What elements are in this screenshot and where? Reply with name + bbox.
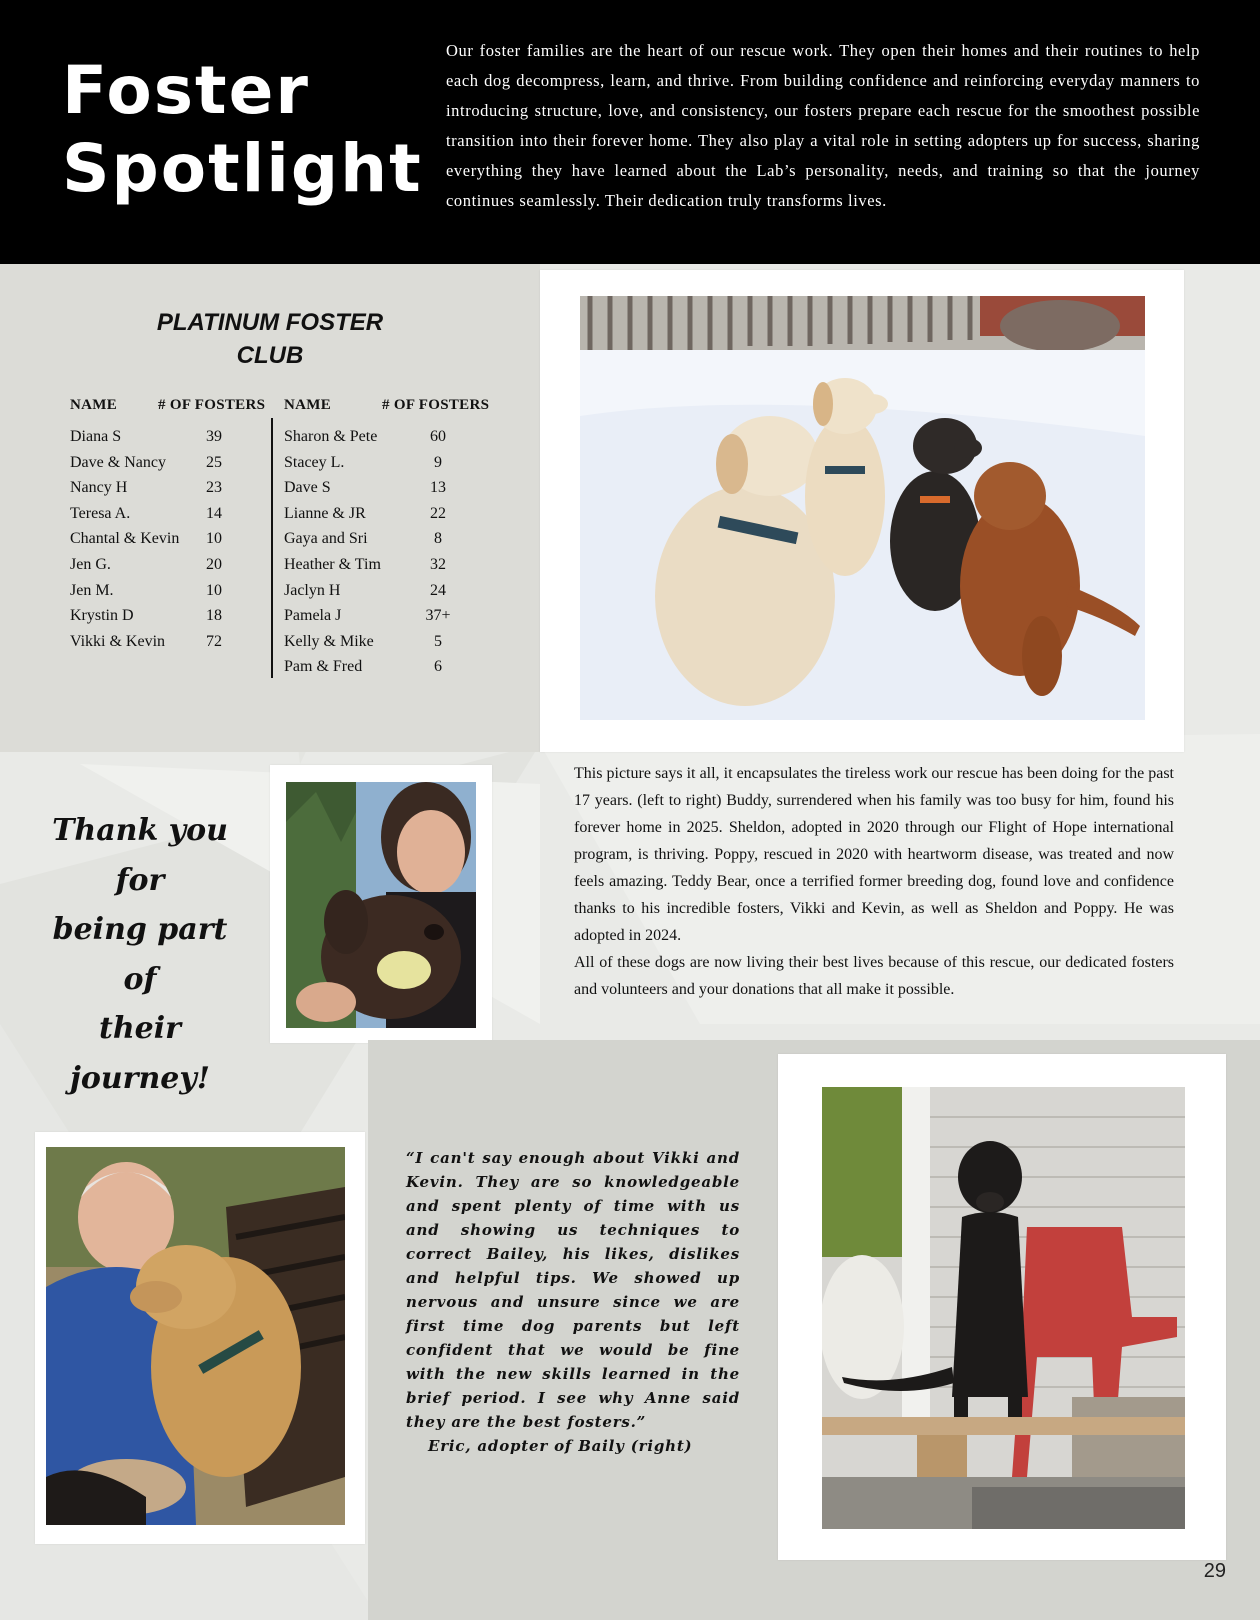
list-item (284, 629, 474, 655)
page-number: 29 (1203, 1560, 1226, 1582)
foster-count: 39 (206, 428, 222, 445)
left-count-header: # OF FOSTERS (158, 397, 266, 413)
club-title-line-1: PLATINUM FOSTER (156, 309, 384, 336)
header-banner (0, 0, 1260, 264)
story-paragraph-2: All of these dogs are now living their best lives because of this rescue, our dedicated fosters and volunteers and your donations that all make it possible. (574, 954, 1174, 998)
story-paragraph-1: This picture says it all, it encapsulates the tireless work our rescue has been doing for the past 17 years. (left to right) Buddy, surrendered when his family was too busy for him, found his forever home in 2025. Sheldon, adopted in 2020 through our Flight of Hope international program, is thriving. Poppy, rescued in 2020 with heartworm disease, was treated and now feels amazing. Teddy Bear, once a terrified former breeding dog, found love and confidence thanks to his incredible fosters, Vikki and Kevin, as well as Sheldon and Poppy. He was adopted in 2024. (574, 765, 1174, 944)
foster-count: 37+ (425, 607, 451, 625)
foster-name: Dave S (284, 479, 331, 497)
column-divider (271, 418, 273, 678)
foster-count: 72 (206, 632, 222, 650)
title-line-1: Foster (62, 52, 310, 129)
foster-name: Jaclyn H (284, 581, 341, 599)
foster-list-right (284, 424, 474, 680)
list-item (70, 526, 260, 552)
foster-name: Stacey L. (284, 453, 345, 471)
foster-count: 5 (434, 632, 442, 650)
thanks-line-6: journey! (70, 1060, 210, 1096)
thanks-line-3: being part (52, 912, 228, 947)
foster-count: 14 (206, 504, 222, 522)
foster-count: 18 (206, 607, 222, 625)
adopter-testimonial (406, 1146, 740, 1458)
list-item (284, 603, 474, 629)
foster-count: 10 (206, 530, 222, 548)
foster-name: Chantal & Kevin (70, 530, 180, 548)
foster-count: 22 (430, 504, 446, 522)
foster-name: Jen G. (70, 555, 111, 573)
platinum-club-title (120, 306, 420, 372)
list-item (70, 578, 260, 604)
foster-name: Kelly & Mike (284, 632, 374, 650)
foster-count: 25 (206, 453, 222, 471)
intro-paragraph: Our foster families are the heart of our rescue work. They open their homes and their routines to help each dog decompress, learn, and thrive. From building confidence and reinforcing everyday manners to introducing structure, love, and consistency, our fosters prepare each rescue for the smoothest possible transition into their forever home. They also play a vital role in setting adopters up for success, sharing everything they have learned about the Lab’s personality, needs, and training so that the journey continues seamlessly. Their dedication truly transforms lives. (446, 41, 1200, 210)
foster-name: Pamela J (284, 607, 342, 625)
foster-name: Vikki & Kevin (70, 632, 166, 650)
list-item (284, 424, 474, 450)
left-name-header: NAME (70, 397, 118, 413)
list-item (70, 450, 260, 476)
foster-count: 32 (430, 555, 446, 573)
list-item (284, 475, 474, 501)
foster-name: Heather & Tim (284, 555, 381, 573)
list-item (70, 501, 260, 527)
foster-name: Pam & Fred (284, 658, 363, 676)
foster-count: 13 (430, 479, 446, 497)
foster-name: Sharon & Pete (284, 428, 378, 445)
list-item (70, 552, 260, 578)
foster-name: Jen M. (70, 581, 114, 599)
thanks-line-4: of (123, 961, 157, 997)
list-item (284, 526, 474, 552)
title-line-2: Spotlight (62, 130, 423, 207)
foster-count: 9 (434, 453, 442, 471)
foster-count: 24 (430, 581, 446, 599)
foster-name: Krystin D (70, 607, 134, 625)
list-item (284, 578, 474, 604)
four-dogs-snow-photo (580, 296, 1145, 720)
foster-name: Diana S (70, 428, 122, 445)
foster-count: 20 (206, 555, 222, 573)
foster-count: 6 (434, 658, 442, 676)
foster-name: Nancy H (70, 479, 128, 497)
list-item (70, 629, 260, 655)
list-item (284, 501, 474, 527)
foster-name: Dave & Nancy (70, 453, 166, 471)
page-title (62, 52, 423, 208)
testimonial-attribution: Eric, adopter of Baily (right) (428, 1437, 693, 1455)
club-title-line-2: CLUB (236, 342, 304, 369)
foster-list-left (70, 424, 260, 654)
foster-name: Teresa A. (70, 504, 131, 522)
thanks-line-1: Thank you (52, 813, 228, 848)
foster-name: Gaya and Sri (284, 530, 368, 548)
woman-with-chocolate-lab-photo (286, 782, 476, 1028)
thank-you-message (40, 806, 240, 1103)
list-item (70, 475, 260, 501)
foster-count: 8 (434, 530, 442, 548)
list-item (284, 654, 474, 680)
foster-count: 23 (206, 479, 222, 497)
foster-count: 60 (430, 428, 446, 445)
black-lab-on-bench-photo (822, 1087, 1185, 1529)
right-name-header: NAME (284, 397, 332, 413)
thanks-line-2: for (115, 862, 165, 898)
testimonial-quote: “I can't say enough about Vikki and Kevin. They are so knowledgeable and spent plenty of time with us and showing us techniques to correct Bailey, his likes, dislikes and helpful tips. We showed up nervous and unsure since we are first time dog parents but left confident that we would be fine with the new skills learned in the brief period. I see why Anne said they are the best fosters.” (406, 1149, 740, 1431)
group-photo-story (574, 760, 1174, 1003)
list-item (70, 603, 260, 629)
thanks-line-5: their (99, 1011, 181, 1046)
man-with-yellow-lab-photo (46, 1147, 345, 1525)
right-count-header: # OF FOSTERS (382, 397, 490, 413)
foster-count: 10 (206, 581, 222, 599)
list-item (284, 450, 474, 476)
foster-name: Lianne & JR (284, 504, 366, 522)
list-item (284, 552, 474, 578)
list-item (70, 424, 260, 450)
